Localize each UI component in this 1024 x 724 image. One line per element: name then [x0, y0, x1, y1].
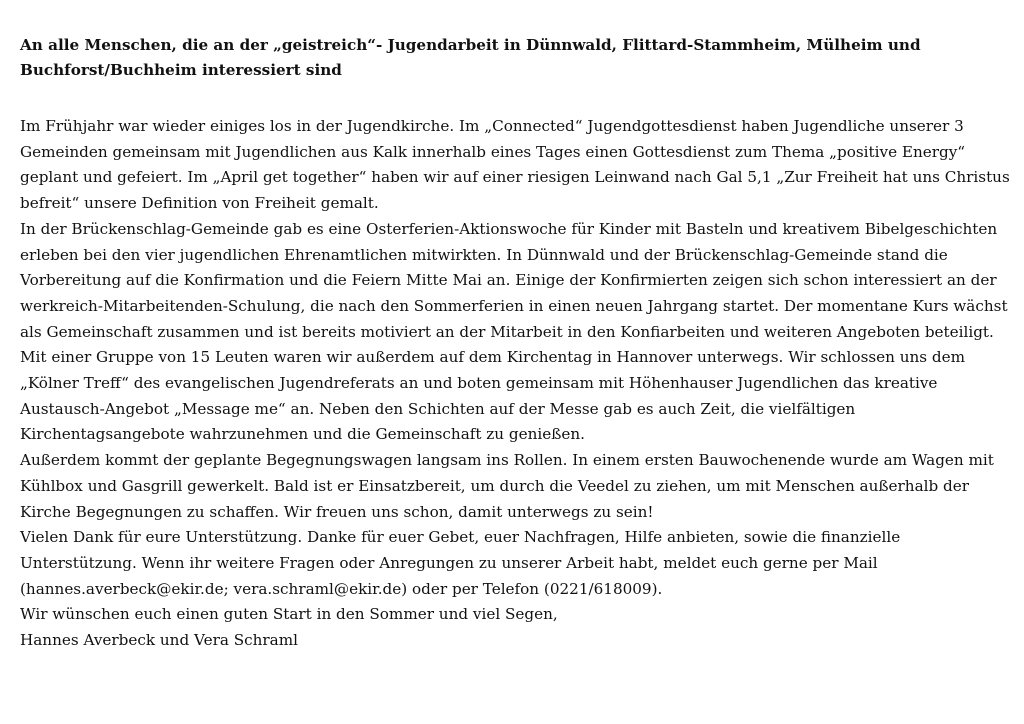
paragraph-thanks-contact: Vielen Dank für eure Unterstützung. Danke für euer Gebet, euer Nachfragen, Hilfe anbieten, sowie die finanzielle Unterstützung. Wenn ihr weitere Fragen oder Anregungen zu unserer Arbeit habt, meldet euch gerne per Mail (hannes.averbeck@ekir.de; vera.schraml@ekir.de) oder per Telefon (0221/618009). [20, 528, 901, 598]
document-body [20, 114, 1010, 654]
paragraph-spring-youth-church: Im Frühjahr war wieder einiges los in der Jugendkirche. Im „Connected“ Jugendgottesdienst haben Jugendliche unserer 3 Gemeinden gemeinsam mit Jugendlichen aus Kalk innerhalb eines Tages einen Gottesdienst zum Thema „positive Energy“ geplant und gefeiert. Im „April get together“ haben wir auf einer riesigen Leinwand nach Gal 5,1 „Zur Freiheit hat uns Christus befreit“ unsere Definition von Freiheit gemalt. [20, 117, 1010, 213]
paragraph-begegnungswagen: Außerdem kommt der geplante Begegnungswagen langsam ins Rollen. In einem ersten Bauwochenende wurde am Wagen mit Kühlbox und Gasgrill gewerkelt. Bald ist er Einsatzbereit, um durch die Veedel zu ziehen, um mit Menschen außerhalb der Kirche Begegnungen zu schaffen. Wir freuen uns schon, damit unterwegs zu sein! [20, 451, 994, 521]
paragraph-brueckenschlag-confirmation: In der Brückenschlag-Gemeinde gab es eine Osterferien-Aktionswoche für Kinder mit Basteln und kreativem Bibelgeschichten erleben bei den vier jugendlichen Ehrenamtlichen mitwirkten. In Dünnwald und der Brückenschlag-Gemeinde stand die Vorbereitung auf die Konfirmation und die Feiern Mitte Mai an. Einige der Konfirmierten zeigen sich schon interessiert an der werkreich-Mitarbeitenden-Schulung, die nach den Sommerferien in einen neuen Jahrgang startet. Der momentane Kurs wächst als Gemeinschaft zusammen und ist bereits motiviert an der Mitarbeit in den Konfiarbeiten und weiteren Angeboten beteiligt. [20, 219, 1008, 341]
signature-names: Hannes Averbeck und Vera Schraml [20, 631, 298, 650]
paragraph-blessing: Wir wünschen euch einen guten Start in den Sommer und viel Segen, [20, 605, 558, 624]
document-heading: An alle Menschen, die an der „geistreich“- Jugendarbeit in Dünnwald, Flittard-Stammheim, Mülheim und Buchforst/Buchheim interessiert sind [20, 36, 921, 79]
document-page [20, 33, 1010, 654]
paragraph-kirchentag: Mit einer Gruppe von 15 Leuten waren wir außerdem auf dem Kirchentag in Hannover unterwegs. Wir schlossen uns dem „Kölner Treff“ des evangelischen Jugendreferats an und boten gemeinsam mit Höhenhauser Jugendlichen das kreative Austausch-Angebot „Message me“ an. Neben den Schichten auf der Messe gab es auch Zeit, die vielfältigen Kirchentagsangebote wahrzunehmen und die Gemeinschaft zu genießen. [20, 348, 966, 444]
